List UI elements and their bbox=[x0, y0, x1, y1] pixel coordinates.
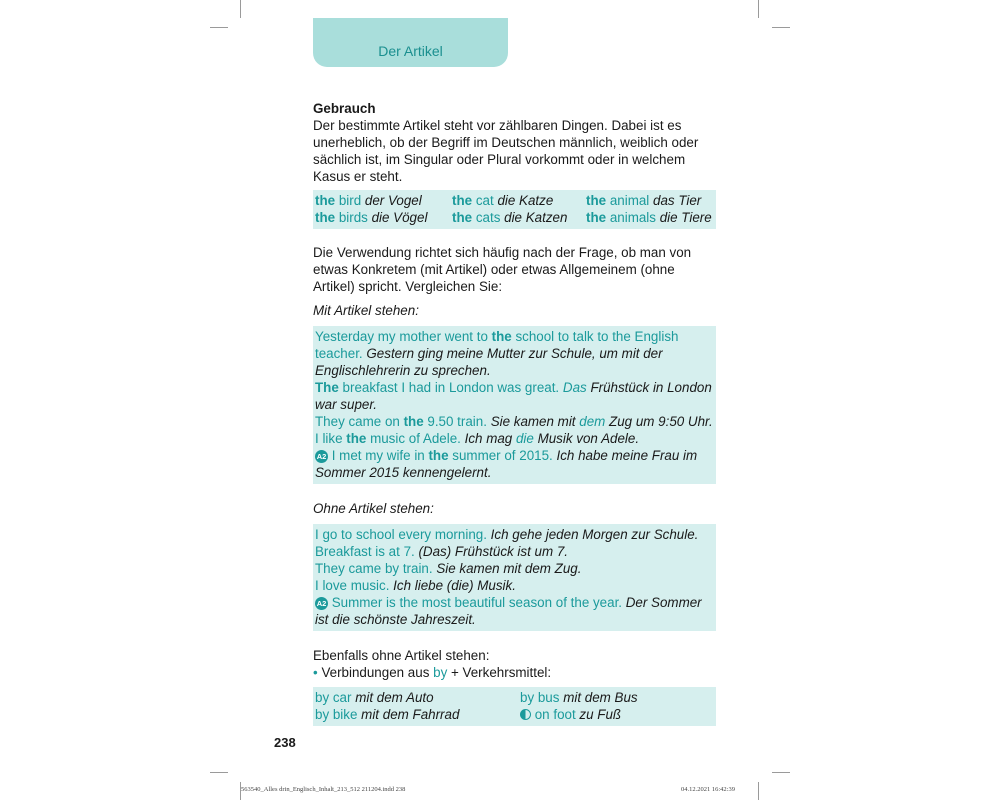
example-item: the birds die Vögel bbox=[315, 210, 428, 225]
example-sentence: Breakfast is at 7. (Das) Frühstück ist um 7. bbox=[315, 544, 569, 559]
page-number: 238 bbox=[274, 735, 296, 750]
example-item: the animals die Tiere bbox=[586, 210, 712, 225]
example-sentence: I love music. Ich liebe (die) Musik. bbox=[315, 578, 516, 593]
example-sentence: I like the music of Adele. Ich mag die Musik von Adele. bbox=[315, 431, 640, 446]
example-item: the animal das Tier bbox=[586, 193, 702, 208]
crop-mark bbox=[772, 772, 790, 773]
example-sentence: The breakfast I had in London was great. Das Frühstück in London war super. bbox=[315, 380, 712, 412]
crop-mark bbox=[210, 772, 228, 773]
crop-mark bbox=[758, 0, 759, 18]
transport-item: on foot zu Fuß bbox=[520, 706, 716, 723]
example-sentence: They came by train. Sie kamen mit dem Zug. bbox=[315, 561, 582, 576]
chapter-title: Der Artikel bbox=[378, 43, 443, 59]
example-sentence: I go to school every morning. Ich gehe jeden Morgen zur Schule. bbox=[315, 527, 699, 542]
a2-level-icon: A2 bbox=[316, 599, 327, 608]
ebenfalls-text: Ebenfalls ohne Artikel stehen: bbox=[313, 648, 490, 663]
example-sentence: A2 Summer is the most beautiful season of the year. Der Sommer ist die schönste Jahreszeit. bbox=[315, 595, 702, 627]
example-sentence: Yesterday my mother went to the school to talk to the English teacher. Gestern ging meine Mutter zur Schule, um mit der Englischlehrerin zu sprechen. bbox=[315, 329, 679, 378]
example-sentence: They came on the 9.50 train. Sie kamen mit dem Zug um 9:50 Uhr. bbox=[315, 414, 713, 429]
transport-item: by bike mit dem Fahrrad bbox=[315, 707, 460, 722]
mit-artikel-label: Mit Artikel stehen: bbox=[313, 303, 419, 318]
example-box bbox=[313, 190, 716, 229]
transport-item: by car mit dem Auto bbox=[315, 690, 434, 705]
a2-level-icon: A2 bbox=[316, 452, 327, 461]
transport-box bbox=[313, 687, 716, 726]
transport-item: by bus mit dem Bus bbox=[520, 690, 638, 705]
page-content bbox=[313, 100, 716, 726]
print-timestamp: 04.12.2021 16:42:39 bbox=[681, 786, 735, 793]
half-circle-icon bbox=[520, 709, 531, 720]
crop-mark bbox=[758, 782, 759, 800]
bullet-icon: • bbox=[313, 665, 318, 680]
ohne-artikel-label: Ohne Artikel stehen: bbox=[313, 501, 434, 516]
example-item: the bird der Vogel bbox=[315, 193, 422, 208]
crop-mark bbox=[210, 27, 228, 28]
mit-artikel-box bbox=[313, 326, 716, 484]
crop-mark bbox=[240, 0, 241, 18]
example-item: the cats die Katzen bbox=[452, 210, 568, 225]
example-item: the cat die Katze bbox=[452, 193, 554, 208]
comparison-paragraph: Die Verwendung richtet sich häufig nach der Frage, ob man von etwas Konkretem (mit Artikel) oder etwas Allgemeinem (ohne Artikel) spricht. Vergleichen Sie: bbox=[313, 245, 692, 294]
section-heading: Gebrauch bbox=[313, 101, 376, 116]
print-slug: 563540_Alles drin_Englisch_Inhalt_213_512 211204.indd 238 bbox=[241, 786, 406, 793]
intro-paragraph: Der bestimmte Artikel steht vor zählbaren Dingen. Dabei ist es unerheblich, ob der Begriff im Deutschen männlich, weiblich oder sächlich ist, im Singular oder Plural vorkommt oder in welchem Kasus er steht. bbox=[313, 118, 699, 184]
ohne-artikel-box bbox=[313, 524, 716, 631]
bullet-item: • Verbindungen aus by + Verkehrsmittel: bbox=[313, 665, 552, 680]
crop-mark bbox=[772, 27, 790, 28]
chapter-tab bbox=[313, 18, 508, 67]
example-sentence: A2 I met my wife in the summer of 2015. Ich habe meine Frau im Sommer 2015 kennengelernt. bbox=[315, 448, 698, 480]
